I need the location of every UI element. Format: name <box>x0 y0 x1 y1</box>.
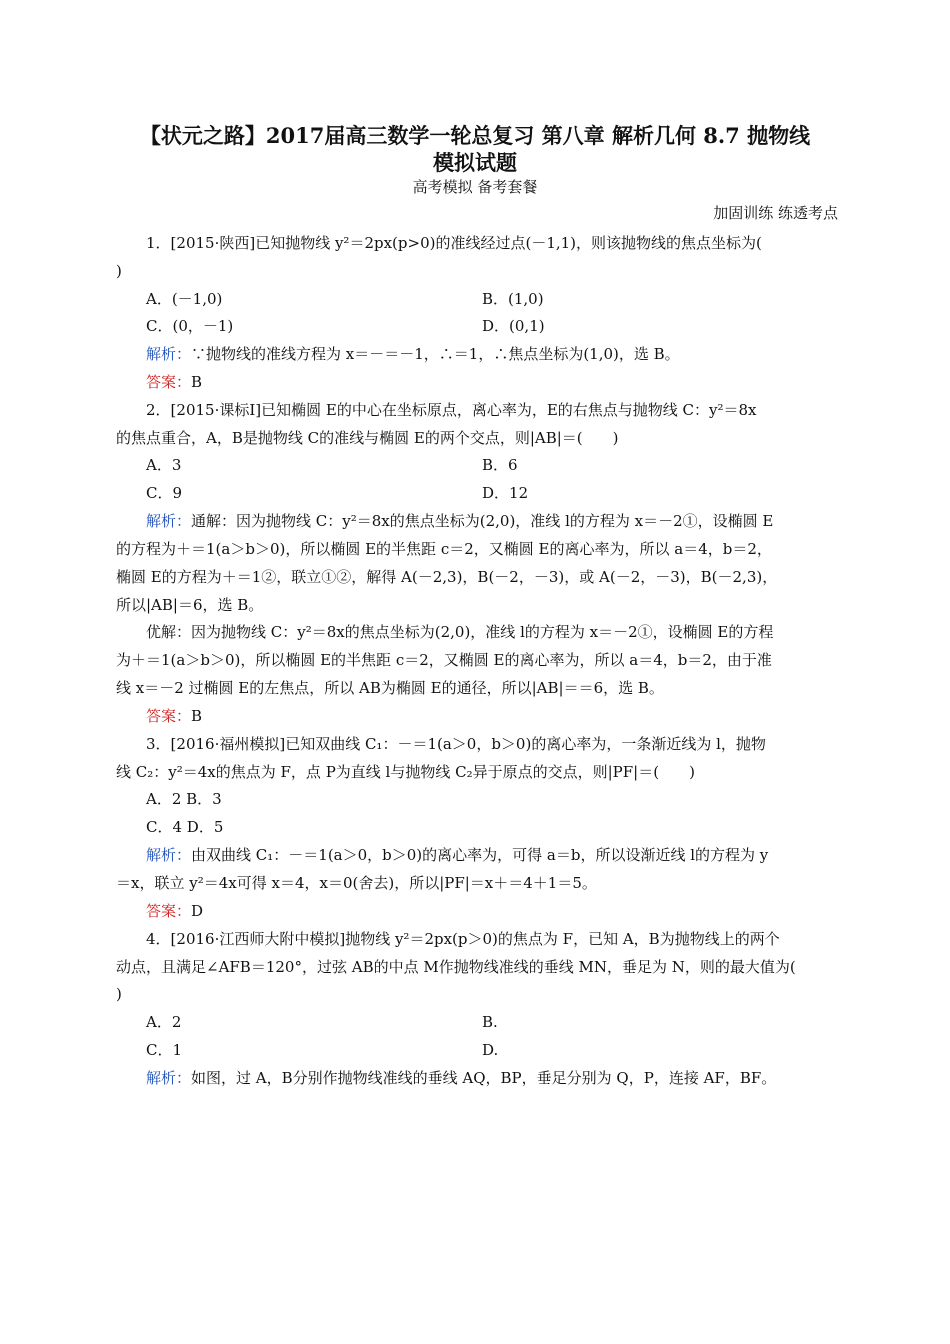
q4-analysis-text: 如图，过 A，B分别作抛物线准线的垂线 AQ，BP，垂足分别为 Q，P，连接 AF，BF。 <box>191 1069 777 1087</box>
q2-analysis-line-4: 所以|AB|＝6，选 B。 <box>116 596 264 614</box>
answer-label: 答案： <box>146 902 192 920</box>
q2-stem-line-2: 的焦点重合，A，B是抛物线 C的准线与椭圆 E的两个交点，则|AB|＝( ) <box>116 429 619 447</box>
q2-answer <box>146 706 202 726</box>
q3-answer <box>146 901 203 921</box>
q2-option-a: A．3 <box>146 456 182 474</box>
q2-answer-value: B <box>191 707 203 725</box>
q1-answer-value: B <box>191 373 203 391</box>
q3-analysis-line-2: ＝x，联立 y²＝4x可得 x＝4，x＝0(舍去)，所以|PF|＝x＋＝4＋1＝5。 <box>116 874 597 892</box>
q1-stem-line-2: ) <box>116 262 122 280</box>
q2-alt-line-3: 线 x＝－2 过椭圆 E的左焦点，所以 AB为椭圆 E的通径，所以|AB|＝＝6，选 B。 <box>116 679 664 697</box>
section-tag: 加固训练 练透考点 <box>713 204 838 222</box>
q4-stem-line-1: 4．[2016·江西师大附中模拟]抛物线 y²＝2px(p＞0)的焦点为 F，已知 A，B为抛物线上的两个 <box>146 930 780 948</box>
document-title <box>60 122 890 176</box>
analysis-label: 解析： <box>146 1069 192 1087</box>
title-line-2: 模拟试题 <box>433 150 517 175</box>
q1-option-b: B．(1,0) <box>482 290 544 308</box>
answer-label: 答案： <box>146 373 192 391</box>
q4-stem-line-2: 动点，且满足∠AFB＝120°，过弦 AB的中点 M作抛物线准线的垂线 MN，垂足为 N，则的最大值为( <box>116 958 796 976</box>
q1-option-a: A．(－1,0) <box>146 290 223 308</box>
q4-stem-line-3: ) <box>116 985 122 1003</box>
q1-option-d: D．(0,1) <box>482 317 545 335</box>
q4-option-b: B. <box>482 1013 498 1031</box>
title-line-1: 【状元之路】2017届高三数学一轮总复习 第八章 解析几何 8.7 抛物线 <box>139 123 811 148</box>
subtitle: 高考模拟 备考套餐 <box>412 178 538 196</box>
q4-option-c: C．1 <box>146 1041 183 1059</box>
q2-analysis-line-1 <box>146 511 773 531</box>
answer-label: 答案： <box>146 707 192 725</box>
q3-options-ab: A．2 B．3 <box>146 790 222 808</box>
q2-option-d: D．12 <box>482 484 529 502</box>
q4-option-a: A．2 <box>146 1013 182 1031</box>
q1-answer <box>146 372 202 392</box>
q2-analysis-text-1: 通解：因为抛物线 C：y²＝8x的焦点坐标为(2,0)，准线 l的方程为 x＝－2①，设椭圆 E <box>191 512 774 530</box>
q2-analysis-line-2: 的方程为＋＝1(a＞b＞0)，所以椭圆 E的半焦距 c＝2，又椭圆 E的离心率为，所以 a＝4，b＝2， <box>116 540 772 558</box>
q3-analysis-line-1 <box>146 845 768 865</box>
q2-alt-line-2: 为＋＝1(a＞b＞0)，所以椭圆 E的半焦距 c＝2，又椭圆 E的离心率为，所以 a＝4，b＝2，由于准 <box>116 651 772 669</box>
q3-stem-line-2: 线 C₂：y²＝4x的焦点为 F，点 P为直线 l与抛物线 C₂异于原点的交点，则|PF|＝( ) <box>116 763 695 781</box>
analysis-label: 解析： <box>146 345 192 363</box>
analysis-label: 解析： <box>146 512 192 530</box>
q2-stem-line-1: 2．[2015·课标Ⅰ]已知椭圆 E的中心在坐标原点，离心率为，E的右焦点与抛物线 C：y²＝8x <box>146 401 757 419</box>
q1-stem-line-1: 1．[2015·陕西]已知抛物线 y²＝2px(p>0)的准线经过点(－1,1)，则该抛物线的焦点坐标为( <box>146 234 762 252</box>
q4-analysis <box>146 1068 776 1088</box>
q2-alt-line-1: 优解：因为抛物线 C：y²＝8x的焦点坐标为(2,0)，准线 l的方程为 x＝－2①，设椭圆 E的方程 <box>146 623 774 641</box>
q3-analysis-text-1: 由双曲线 C₁：－＝1(a＞0，b＞0)的离心率为，可得 a＝b，所以设渐近线 l的方程为 y <box>191 846 769 864</box>
q1-analysis <box>146 344 680 364</box>
q3-stem-line-1: 3．[2016·福州模拟]已知双曲线 C₁：－＝1(a＞0，b＞0)的离心率为，一条渐近线为 l，抛物 <box>146 735 766 753</box>
q2-analysis-line-3: 椭圆 E的方程为＋＝1②，联立①②，解得 A(－2,3)，B(－2，－3)，或 A(－2，－3)，B(－2,3)， <box>116 568 778 586</box>
analysis-label: 解析： <box>146 846 192 864</box>
q2-option-b: B．6 <box>482 456 518 474</box>
q1-option-c: C．(0，－1) <box>146 317 234 335</box>
q3-options-cd: C．4 D．5 <box>146 818 224 836</box>
q1-analysis-text: ∵抛物线的准线方程为 x＝－＝－1，∴＝1，∴焦点坐标为(1,0)，选 B。 <box>191 345 680 363</box>
q4-option-d: D. <box>482 1041 499 1059</box>
q3-answer-value: D <box>191 902 204 920</box>
q2-option-c: C．9 <box>146 484 183 502</box>
